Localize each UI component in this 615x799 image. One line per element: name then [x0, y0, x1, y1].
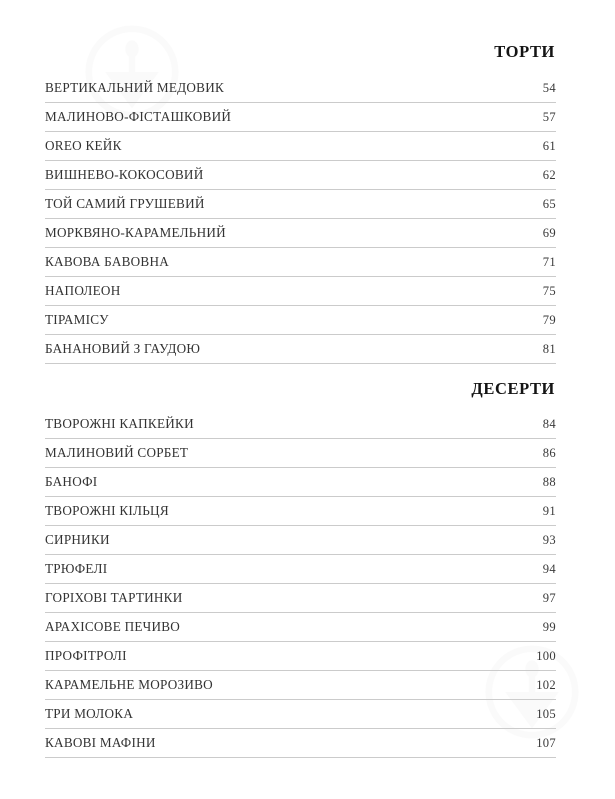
- toc-row[interactable]: [45, 161, 556, 190]
- toc-entry-title: СИРНИКИ: [45, 532, 110, 547]
- toc-entry-page: 79: [542, 312, 556, 327]
- toc-row[interactable]: [45, 306, 556, 335]
- toc-entry-page: 88: [542, 475, 556, 489]
- toc-row[interactable]: [45, 700, 556, 729]
- toc-row[interactable]: [45, 277, 556, 306]
- toc-list-torty: [45, 74, 556, 364]
- toc-entry-title: МАЛИНОВО-ФІСТАШКОВИЙ: [45, 108, 232, 124]
- toc-row[interactable]: [45, 335, 556, 364]
- toc-row[interactable]: [45, 132, 556, 161]
- toc-entry-title: ГОРІХОВІ ТАРТИНКИ: [45, 590, 183, 605]
- toc-entry-page: 81: [542, 341, 556, 356]
- toc-row[interactable]: [45, 103, 556, 132]
- toc-row[interactable]: [45, 468, 556, 497]
- toc-entry-page: 54: [542, 80, 556, 95]
- toc-entry-page: 71: [542, 254, 556, 269]
- toc-row[interactable]: [45, 497, 556, 526]
- toc-entry-page: 84: [542, 417, 556, 431]
- toc-list-deserty: [45, 410, 556, 758]
- toc-row[interactable]: [45, 439, 556, 468]
- toc-entry-page: 102: [536, 678, 556, 692]
- toc-entry-page: 99: [542, 620, 556, 634]
- toc-entry-title: МАЛИНОВИЙ СОРБЕТ: [45, 445, 189, 460]
- toc-entry-title: ВИШНЕВО-КОКОСОВИЙ: [45, 166, 204, 182]
- toc-entry-title: ТВОРОЖНІ КАПКЕЙКИ: [45, 416, 194, 431]
- toc-entry-title: КАВОВІ МАФІНИ: [45, 735, 156, 750]
- toc-entry-title: ПРОФІТРОЛІ: [45, 648, 127, 663]
- section-torty: [45, 0, 556, 364]
- section-header-torty: ТОРТИ: [494, 42, 555, 61]
- toc-entry-page: 100: [536, 649, 556, 663]
- toc-entry-title: ТВОРОЖНІ КІЛЬЦЯ: [45, 503, 169, 518]
- toc-entry-page: 69: [542, 225, 556, 240]
- toc-row[interactable]: [45, 729, 556, 758]
- toc-entry-page: 105: [536, 707, 556, 721]
- toc-row[interactable]: [45, 526, 556, 555]
- toc-entry-page: 62: [542, 167, 556, 182]
- toc-row[interactable]: [45, 248, 556, 277]
- toc-entry-title: ТІРАМІСУ: [45, 311, 109, 327]
- toc-row[interactable]: [45, 671, 556, 700]
- toc-entry-page: 86: [542, 446, 556, 460]
- toc-entry-title: КАВОВА БАВОВНА: [45, 253, 170, 269]
- toc-entry-page: 61: [542, 138, 556, 153]
- toc-row[interactable]: [45, 584, 556, 613]
- toc-entry-title: ТРИ МОЛОКА: [45, 706, 134, 721]
- toc-entry-title: ТРЮФЕЛІ: [45, 561, 108, 576]
- toc-entry-page: 57: [542, 109, 556, 124]
- toc-entry-page: 65: [542, 196, 556, 211]
- toc-entry-page: 75: [542, 283, 556, 298]
- section-header-deserty: ДЕСЕРТИ: [471, 378, 555, 398]
- toc-entry-title: МОРКВЯНО-КАРАМЕЛЬНИЙ: [45, 224, 226, 240]
- toc-entry-title: ВЕРТИКАЛЬНИЙ МЕДОВИК: [45, 79, 225, 95]
- toc-entry-page: 91: [542, 504, 556, 518]
- toc-entry-page: 94: [542, 562, 556, 576]
- toc-entry-title: ТОЙ САМИЙ ГРУШЕВИЙ: [45, 195, 205, 211]
- toc-row[interactable]: [45, 74, 556, 103]
- toc-entry-title: OREO КЕЙК: [45, 137, 122, 153]
- toc-row[interactable]: [45, 410, 556, 439]
- toc-entry-page: 93: [542, 533, 556, 547]
- toc-entry-page: 107: [536, 736, 556, 750]
- toc-row[interactable]: [45, 613, 556, 642]
- toc-entry-title: КАРАМЕЛЬНЕ МОРОЗИВО: [45, 677, 213, 692]
- toc-entry-title: АРАХІСОВЕ ПЕЧИВО: [45, 619, 181, 634]
- toc-row[interactable]: [45, 190, 556, 219]
- section-deserty: [45, 364, 556, 759]
- toc-entry-title: БАНАНОВИЙ З ГАУДОЮ: [45, 340, 201, 356]
- toc-row[interactable]: [45, 219, 556, 248]
- toc-row[interactable]: [45, 555, 556, 584]
- toc-entry-title: НАПОЛЕОН: [45, 282, 121, 298]
- toc-entry-page: 97: [542, 591, 556, 605]
- toc-entry-title: БАНОФІ: [45, 474, 98, 489]
- toc-row[interactable]: [45, 642, 556, 671]
